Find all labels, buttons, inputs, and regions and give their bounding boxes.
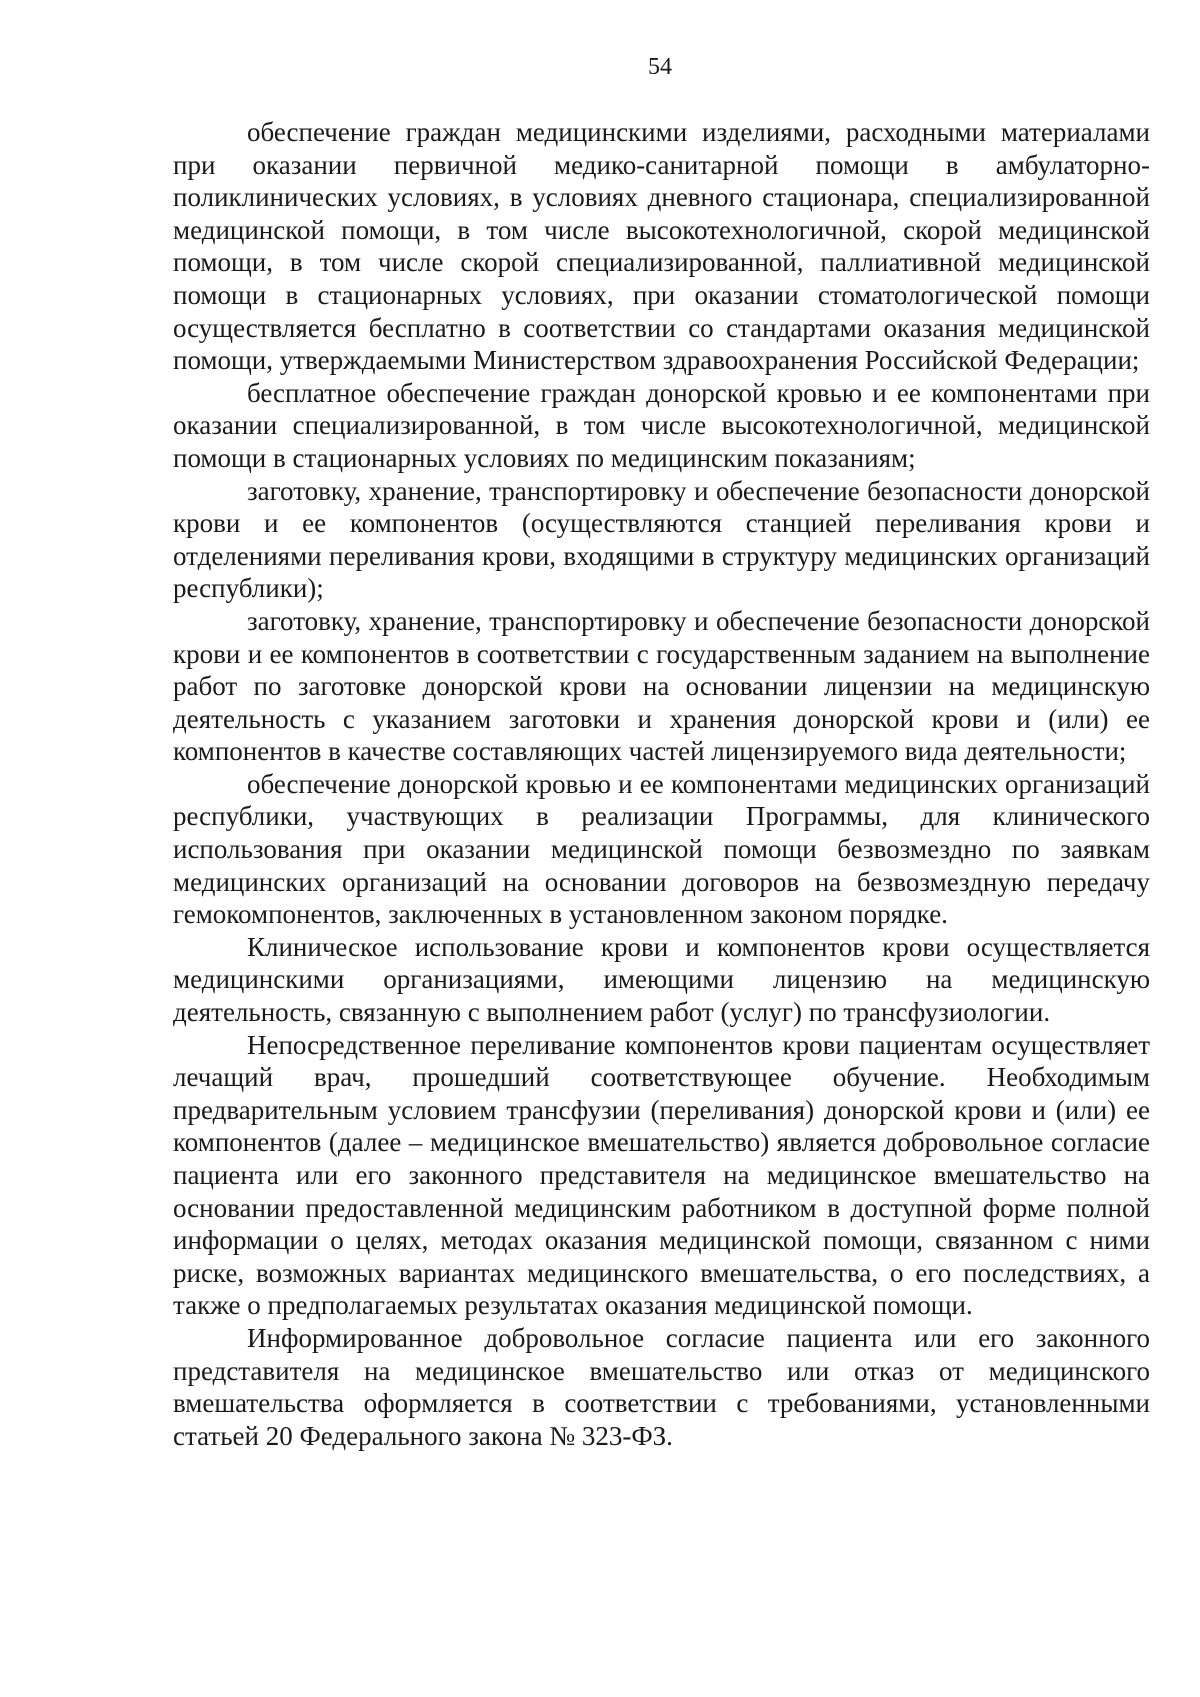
paragraph-clinical-use: Клиническое использование крови и компонентов крови осуществляется медицинскими организациями, имеющими лицензию на медицинскую деятельность, связанную с выполнением работ (услуг) по трансфузиологии.: [173, 931, 1150, 1028]
page-number: 54: [648, 54, 672, 80]
paragraph-free-donor-blood: бесплатное обеспечение граждан донорской кровью и ее компонентами при оказании специализированной, в том числе высокотехнологичной, медицинской помощи в стационарных условиях по медицинским показаниям;: [173, 377, 1150, 473]
paragraph-blood-procurement-state-task: заготовку, хранение, транспортировку и обеспечение безопасности донорской крови и ее компонентов в соответствии с государственным заданием на выполнение работ по заготовке донорской крови на основании лицензии на медицинскую деятельность с указанием заготовки и хранения донорской крови и (или) ее компонентов в качестве составляющих частей лицензируемого вида деятельности;: [173, 605, 1150, 767]
document-body: [173, 116, 1150, 1452]
paragraph-transfusion-consent: Непосредственное переливание компонентов крови пациентам осуществляет лечащий врач, прошедший соответствующее обучение. Необходимым предварительным условием трансфузии (переливания) донорской крови и (или) ее компонентов (далее – медицинское вмешательство) является добровольное согласие пациента или его законного представителя на медицинское вмешательство на основании предоставленной медицинским работником в доступной форме полной информации о целях, методах оказания медицинской помощи, связанном с ними риске, возможных вариантах медицинского вмешательства, о его последствиях, а также о предполагаемых результатах оказания медицинской помощи.: [173, 1029, 1150, 1321]
paragraph-informed-consent: Информированное добровольное согласие пациента или его законного представителя на медицинское вмешательство или отказ от медицинского вмешательства оформляется в соответствии с требованиями, установленными статьей 20 Федерального закона № 323-ФЗ.: [173, 1322, 1150, 1451]
paragraph-medical-devices: обеспечение граждан медицинскими изделиями, расходными материалами при оказании первичной медико-санитарной помощи в амбулаторно-поликлинических условиях, в условиях дневного стационара, специализированной медицинской помощи, в том числе высокотехнологичной, скорой медицинской помощи, в том числе скорой специализированной, паллиативной медицинской помощи в стационарных условиях, при оказании стоматологической помощи осуществляется бесплатно в соответствии со стандартами оказания медицинской помощи, утверждаемыми Министерством здравоохранения Российской Федерации;: [173, 117, 1150, 376]
paragraph-blood-procurement-stations: заготовку, хранение, транспортировку и обеспечение безопасности донорской крови и ее компонентов (осуществляются станцией переливания крови и отделениями переливания крови, входящими в структуру медицинских организаций республики);: [173, 475, 1150, 604]
paragraph-blood-supply-organizations: обеспечение донорской кровью и ее компонентами медицинских организаций республики, участвующих в реализации Программы, для клинического использования при оказании медицинской помощи безвозмездно по заявкам медицинских организаций на основании договоров на безвозмездную передачу гемокомпонентов, заключенных в установленном законом порядке.: [173, 768, 1150, 930]
